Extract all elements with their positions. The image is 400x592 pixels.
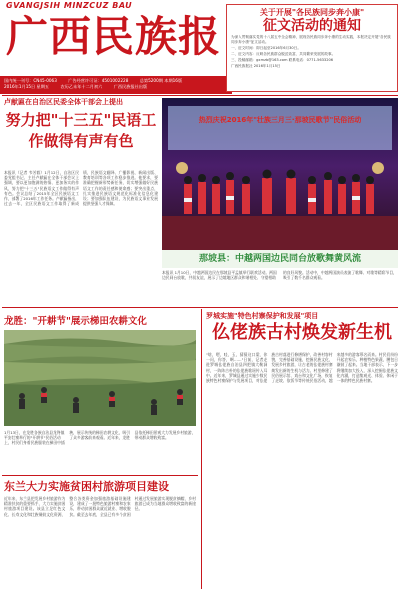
info-item: 广西民族报社出版: [113, 84, 148, 89]
divider: [2, 95, 398, 96]
story2-body: 1月13日，在龙胜各族自治县龙脊镇平安壮寨举行的"开耕节"民俗活动上，村民们身着民族服装在梯田中插秧，展示传统的梯田农耕文化，吸引了众多游客前来观看。近年来，龙胜县依托梯田景观大力发展乡村旅游，带动群众增收致富。: [4, 430, 196, 445]
notice-paragraph: 为深入贯彻落实党的十八届五中全会精神，展现各民族同步奔小康的生动实践，本报决定开展"各民族同步奔小康"征文活动。: [231, 35, 391, 44]
story3-headline: 仫佬族古村焕发新生机: [212, 322, 392, 343]
story1-kicker: 卢献匾在自治区民委全体干部会上提出: [4, 98, 123, 106]
stage-banner-text: 热烈庆祝2016年"壮族三月三·那坡民歌节"民俗活动: [198, 116, 362, 124]
story2-headline: 龙胜："开耕节"展示梯田农耕文化: [4, 316, 147, 327]
notice-paragraph: 三、投稿邮箱：gxmzb@163.com 联系电话：0771-5633206: [231, 58, 334, 62]
notice-box: [226, 4, 398, 92]
story1-body: 本报讯（记者 韦芳毅）1月12日，自治区民委党组书记、主任卢献匾在全体干部会议上强调，要以更加饱满的热情、更加务实的作风，努力把"十三五"民族语文工作做得有声有色。会议总结了2015年全区民族语文工作，部署了2016年工作任务。卢献匾指出，过去一年，全区民族语文工作取得了新成绩，民族语文翻译、广播影视、新闻出版、教育培训等各项工作稳步推进。他要求，要准确把握新形势新任务，切实增强做好民族语文工作的责任感和使命感；要突出重点，扎实推进民族语文规范化标准化信息化建设；要加强队伍建设，为民族语文事业发展提供坚强人才保障。: [4, 170, 158, 207]
notice-title: 征文活动的通知: [263, 18, 361, 34]
notice-paragraph: 广西民族报社 2016年1月15日: [231, 64, 281, 68]
info-item: 总第5200期 本期16版: [139, 78, 183, 83]
masthead-title: 广西民族报: [6, 12, 222, 61]
notice-body: [227, 34, 397, 90]
info-item: 广告经营许可证：4501002228: [68, 78, 129, 83]
story4-headline: 东兰大力实施贫困村旅游项目建设: [4, 480, 169, 493]
notice-paragraph: 二、征文内容：反映各民族群众脱贫致富、共同繁荣发展的故事。: [231, 52, 336, 56]
terrace-photo-graphic: [4, 330, 196, 426]
notice-kicker: 关于开展"各民族同步奔小康": [259, 8, 365, 17]
divider: [2, 307, 398, 308]
stage-photo-graphic: [162, 98, 398, 250]
info-item: 农历乙未年十二月初六: [60, 84, 103, 89]
story1-headline: 努力把"十三五"民语工作做得有声有色: [5, 111, 157, 150]
info-item: 2016年1月15日 星期五: [4, 84, 50, 89]
story4-body: 近年来，东兰县把发展乡村旅游作为精准扶贫的重要抓手，大力实施贫困村旅游项目建设。该县立足红色文化、长寿文化和壮族铜鼓文化资源，整合各类资金加强旅游基础设施建设，建成了一批特色旅游村寨和农家乐，带动贫困群众就近就业、增收脱贫。截至去年底，全县已有多个贫困村通过发展旅游实现脱贫摘帽，乡村旅游已成为当地群众增收致富的新途径。: [4, 496, 196, 517]
divider: [2, 475, 198, 476]
masthead-latin: GVANGJSIH MINZCUZ BAU: [6, 1, 133, 10]
stage-story-body: 本报讯 1月10日，中越两国边民在那坡县平孟镇举行联欢活动。两国边民同台放歌，共叙友谊，展示了边境地区群众和谐相处、守望相助的良好风貌。活动中，中越两国演员表演了歌舞、对歌等精彩节目，吸引了数千名群众观看。: [162, 270, 397, 280]
story3-kicker: 罗城实施"特色村寨保护和发展"项目: [206, 312, 319, 320]
notice-paragraph: 一、征文时间：即日起至2016年6月30日。: [231, 46, 301, 50]
rice-terrace-photo: [4, 330, 196, 426]
column-divider: [201, 309, 202, 589]
masthead-info-bar: [0, 76, 232, 94]
story3-body: "啥，嗯，哇，玉，猜猜这口梁，你一问，你答，啊……"日前，记者走进罗城仫佬族自治县四把镇大勒洞村，一阵阵古朴的仫佬族歌谣传入耳中。近年来，罗城县通过实施少数民族特色村寨保护与发展项目，对仫佬族古村落进行修缮保护，改善村容村貌，完善基础设施，挖掘民族文化，发展乡村旅游，让古老的仫佬族村寨焕发出新的生机与活力。村里修建了民俗展示馆、戏台和文化广场，恢复了走坡、依饭节等传统民俗活动，越来越多的游客慕名而来。村民们纷纷开起农家乐，种植特色果蔬，腰包日渐鼓了起来。当地干部表示，下一步将继续加大投入，深入挖掘仫佬族文化内涵，打造集观光、体验、休闲于一体的特色民族村寨。: [206, 352, 398, 384]
info-item: 国内统一刊号：CN45-0063: [4, 78, 57, 83]
stage-photo-caption: 那坡县：中越两国边民同台放歌舞黄风流: [162, 250, 398, 268]
stage-performance-photo: [162, 98, 398, 250]
